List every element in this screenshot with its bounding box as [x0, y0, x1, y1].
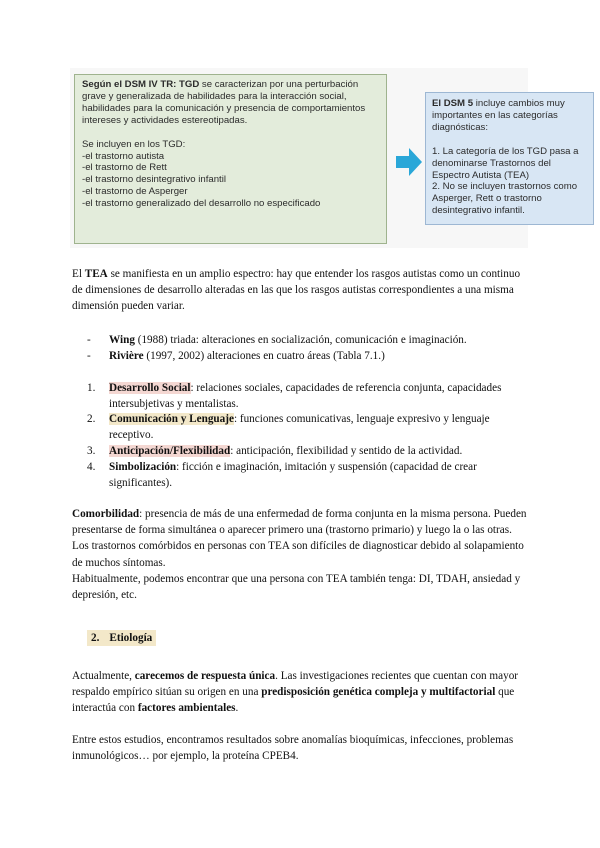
dsm-iv-item: -el trastorno autista: [82, 150, 165, 162]
dsm-iv-item: -el trastorno generalizado del desarrollo no especificado: [82, 198, 321, 210]
etiology-paragraph-2: Entre estos estudios, encontramos resultados sobre anomalías bioquímicas, infecciones, problemas inmunológicos… por ejemplo, la proteína CPEB4.: [72, 734, 514, 763]
dsm-5-point-1: 1. La categoría de los TGD pasa a denominarse Trastornos del Espectro Autista (TEA): [432, 145, 579, 181]
dsm-iv-item: -el trastorno de Rett: [82, 162, 167, 174]
area-item-communication: 2. Comunicación y Lenguaje: funciones comunicativas, lenguaje expresivo y lenguaje receptivo.: [87, 413, 490, 442]
dsm-iv-box: [74, 74, 387, 244]
area-item-social: 1. Desarrollo Social: relaciones sociales, capacidades de referencia conjunta, capacidades intersubjetivas y mentalistas.: [87, 382, 502, 411]
right-arrow-icon: [396, 148, 422, 176]
dsm-5-intro: El DSM 5 incluye cambios muy importantes en las categorías diagnósticas:: [432, 98, 565, 133]
etiology-paragraph-1: Actualmente, carecemos de respuesta única. Las investigaciones recientes que cuentan con mayor respaldo empírico sitúan su origen en una predisposición genética compleja y multifactorial que interactúa con factores ambientales.: [72, 670, 519, 715]
dsm-iv-include-title: Se incluyen en los TGD:: [82, 138, 186, 150]
author-item-riviere: - Rivière (1997, 2002) alteraciones en cuatro áreas (Tabla 7.1.): [87, 350, 385, 362]
area-item-symbolization: 4. Simbolización: ficción e imaginación, imitación y suspensión (capacidad de crear significantes).: [87, 461, 477, 490]
dsm-iv-item: -el trastorno de Asperger: [82, 186, 188, 198]
section-heading-etiology: 2. Etiología: [87, 630, 156, 646]
dsm-comparison-figure: [70, 68, 579, 248]
dsm-iv-item: -el trastorno desintegrativo infantil: [82, 174, 226, 186]
author-item-wing: - Wing (1988) triada: alteraciones en socialización, comunicación e imaginación.: [87, 334, 467, 346]
area-item-anticipation: 3. Anticipación/Flexibilidad: anticipación, flexibilidad y sentido de la actividad.: [87, 445, 463, 457]
dsm-5-box: [425, 92, 594, 225]
dsm-5-point-2: 2. No se incluyen trastornos como Asperger, Rett o trastorno desintegrativo infantil.: [432, 181, 578, 217]
dsm-iv-intro: Según el DSM IV TR: TGD se caracterizan por una perturbación grave y generalizada de habilidades para la interacción social, habilidades para la comunicación y presencia de comportamientos intereses y actividades estereotipadas.: [82, 79, 366, 126]
comorbidity-paragraph: Comorbilidad: presencia de más de una enfermedad de forma conjunta en la misma persona. Pueden presentarse de forma simultánea o aparecer primero una (trastorno primario) y luego la o las otras. Los trastornos comórbidos en personas con TEA son difíciles de diagnosticar debido al solapamiento de muchos síntomas. Habitualmente, podemos encontrar que una persona con TEA también tenga: DI, TDAH, ansiedad y depresión, etc.: [72, 508, 527, 602]
tea-paragraph: El TEA se manifiesta en un amplio espectro: hay que entender los rasgos autistas como un continuo de dimensiones de desarrollo alteradas en las que los rasgos autistas correspondientes a una misma dimensión pueden variar.: [72, 268, 521, 313]
